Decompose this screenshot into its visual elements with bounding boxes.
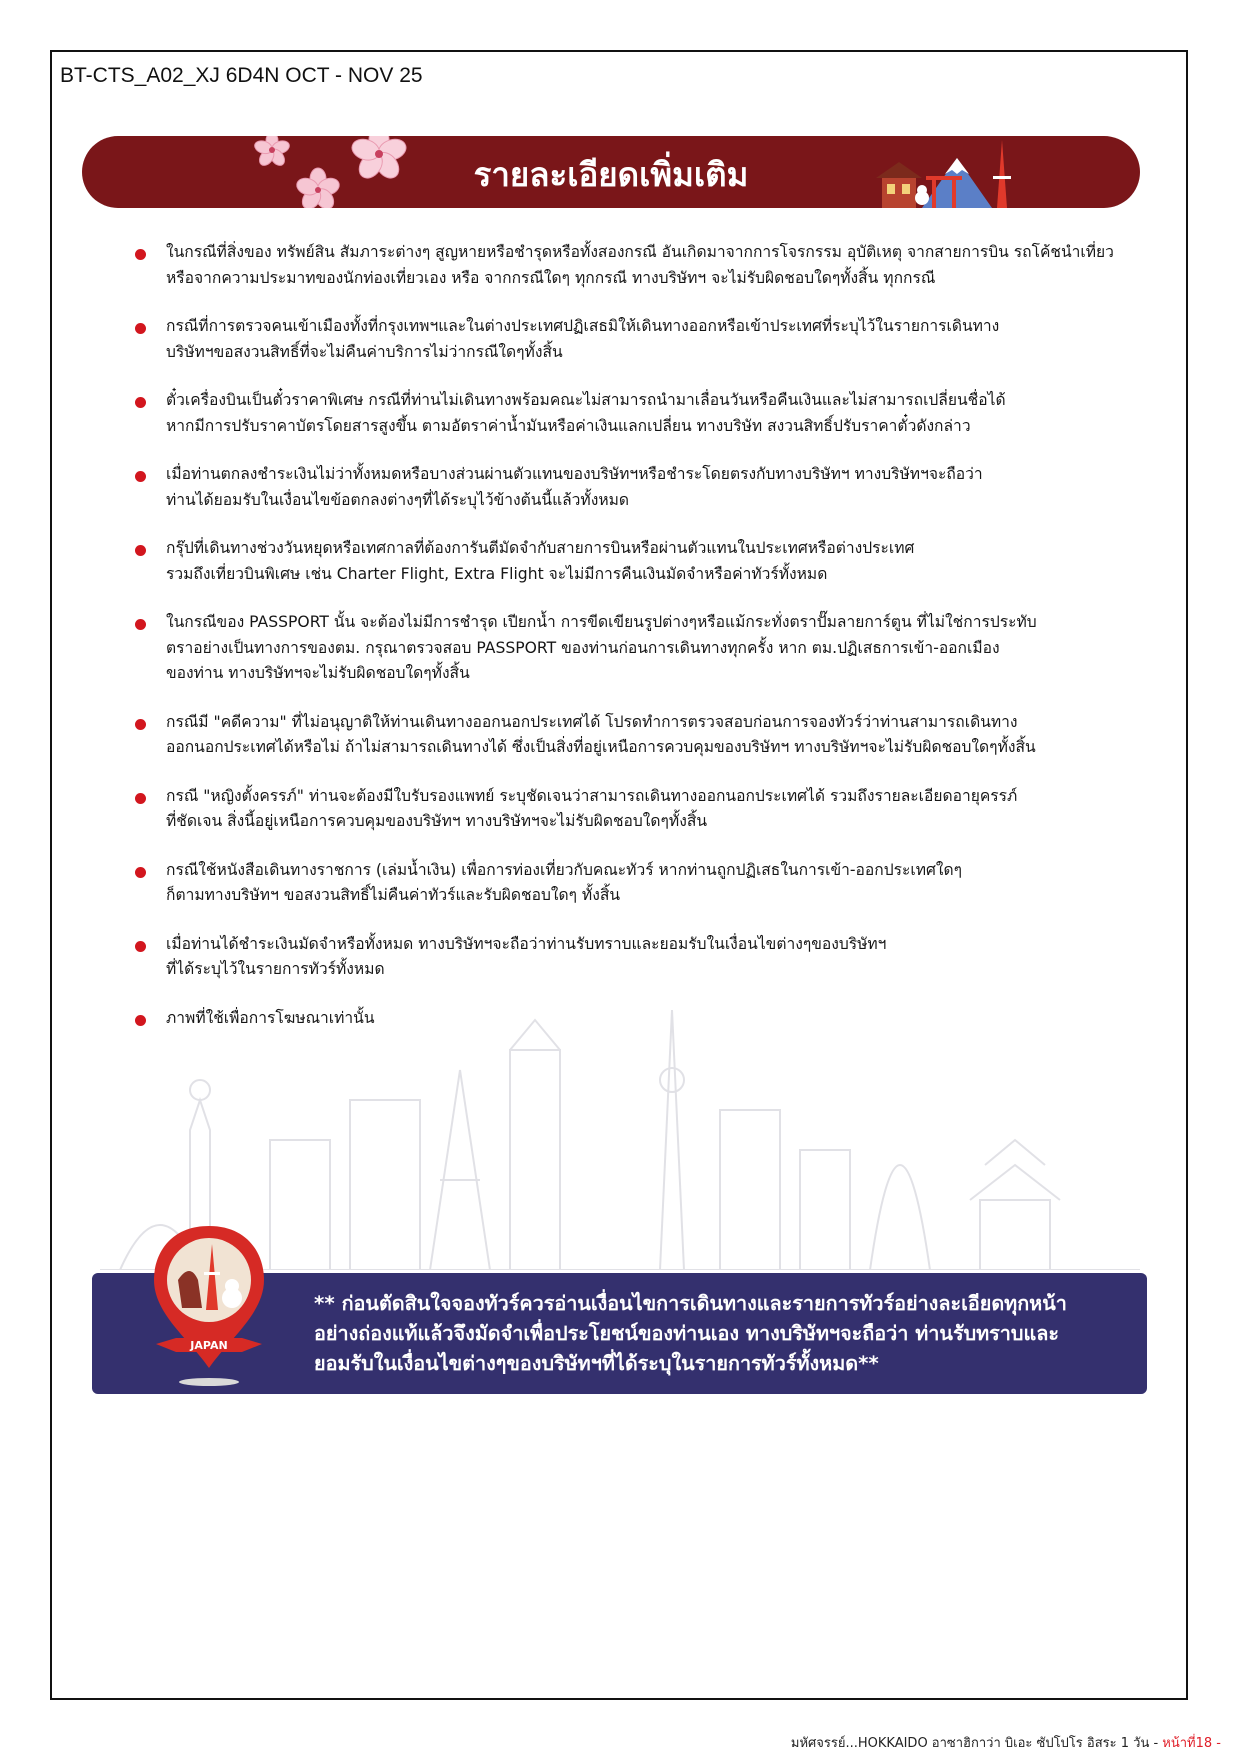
- term-text: กรณีที่การตรวจคนเข้าเมืองทั้งที่กรุงเทพฯและในต่างประเทศปฏิเสธมิให้เดินทางออกหรือเข้าประเทศที่ระบุไว้ในรายการเดินทาง: [166, 317, 1000, 335]
- bullet-icon: [135, 793, 146, 804]
- bullet-icon: [135, 249, 146, 260]
- notice-line: ** ก่อนตัดสินใจจองทัวร์ควรอ่านเงื่อนไขการเดินทางและรายการทัวร์อย่างละเอียดทุกหน้า: [314, 1292, 1067, 1315]
- term-text: บริษัทฯขอสงวนสิทธิ์ที่จะไม่คืนค่าบริการไม่ว่ากรณีใดๆทั้งสิ้น: [166, 342, 563, 361]
- bullet-icon: [135, 545, 146, 556]
- list-item: [130, 240, 1170, 291]
- list-item: [130, 314, 1170, 365]
- list-item: [130, 610, 1170, 687]
- term-text: เมื่อท่านได้ชำระเงินมัดจำหรือทั้งหมด ทางบริษัทฯจะถือว่าท่านรับทราบและยอมรับในเงื่อนไขต่างๆของบริษัทฯ: [166, 934, 887, 953]
- term-text: ภาพที่ใช้เพื่อการโฆษณาเท่านั้น: [166, 1008, 375, 1027]
- bullet-icon: [135, 397, 146, 408]
- notice-text: [314, 1289, 1129, 1379]
- list-item: [130, 710, 1170, 761]
- bullet-icon: [135, 719, 146, 730]
- notice-line: อย่างถ่องแท้แล้วจึงมัดจำเพื่อประโยชน์ของท่านเอง ทางบริษัทฯจะถือว่า ท่านรับทราบและ: [314, 1322, 1059, 1345]
- list-item: [130, 462, 1170, 513]
- term-text: หากมีการปรับราคาบัตรโดยสารสูงขึ้น ตามอัตราค่าน้ำมันหรือค่าเงินแลกเปลี่ยน ทางบริษัท สงวนสิทธิ์ปรับราคาตั๋วดังกล่าว: [166, 416, 971, 435]
- term-text: รวมถึงเที่ยวบินพิเศษ เช่น Charter Flight, Extra Flight จะไม่มีการคืนเงินมัดจำหรือค่าทัวร์ทั้งหมด: [166, 564, 828, 583]
- japan-badge-label: JAPAN: [190, 1339, 228, 1352]
- list-item: [130, 388, 1170, 439]
- term-text: กรณีมี "คดีความ" ที่ไม่อนุญาติให้ท่านเดินทางออกนอกประเทศได้ โปรดทำการตรวจสอบก่อนการจองทัวร์ว่าท่านสามารถเดินทาง: [166, 712, 1018, 731]
- banner-title: รายละเอียดเพิ่มเติม: [473, 155, 749, 194]
- japan-landmarks-icon: [862, 136, 1022, 208]
- term-text: ในกรณีของ PASSPORT นั้น จะต้องไม่มีการชำรุด เปียกน้ำ การขีดเขียนรูปต่างๆหรือแม้กระทั่งตราปั๊มลายการ์ตูน ที่ไม่ใช่การประทับ: [166, 613, 1037, 631]
- bullet-icon: [135, 323, 146, 334]
- bullet-icon: [135, 471, 146, 482]
- term-text: ที่ชัดเจน สิ่งนี้อยู่เหนือการควบคุมของบริษัทฯ ทางบริษัทฯจะไม่รับผิดชอบใดๆทั้งสิ้น: [166, 812, 707, 830]
- term-text: ของท่าน ทางบริษัทฯจะไม่รับผิดชอบใดๆทั้งสิ้น: [166, 664, 470, 682]
- list-item: [130, 858, 1170, 909]
- footer-text: มหัศจรรย์...HOKKAIDO อาซาฮิกาว่า บิเอะ ซัปโปโร อิสระ 1 วัน -: [790, 1736, 1163, 1751]
- bullet-icon: [135, 941, 146, 952]
- term-text: ในกรณีที่สิ่งของ ทรัพย์สิน สัมภาระต่างๆ สูญหายหรือชำรุดหรือทั้งสองกรณี อันเกิดมาจากการโจรกรรม อุบัติเหตุ จากสายการบิน รถโค้ชนำเที่ยว: [166, 243, 1114, 261]
- term-text: ท่านได้ยอมรับในเงื่อนไขข้อตกลงต่างๆที่ได้ระบุไว้ข้างต้นนี้แล้วทั้งหมด: [166, 490, 630, 509]
- term-text: กรุ๊ปที่เดินทางช่วงวันหยุดหรือเทศกาลที่ต้องการันตีมัดจำกับสายการบินหรือผ่านตัวแทนในประเทศหรือต่างประเทศ: [166, 539, 915, 557]
- list-item: [130, 932, 1170, 983]
- terms-list: [130, 240, 1170, 1054]
- bullet-icon: [135, 619, 146, 630]
- term-text: หรือจากความประมาทของนักท่องเที่ยวเอง หรือ จากกรณีใดๆ ทุกกรณี ทางบริษัทฯ จะไม่รับผิดชอบใดๆทั้งสิ้น ทุกกรณี: [166, 268, 936, 287]
- bullet-icon: [135, 867, 146, 878]
- page-number: หน้าที่18 -: [1162, 1736, 1221, 1751]
- term-text: เมื่อท่านตกลงชำระเงินไม่ว่าทั้งหมดหรือบางส่วนผ่านตัวแทนของบริษัทฯหรือชำระโดยตรงกับทางบริษัทฯ ทางบริษัทฯจะถือว่า: [166, 465, 983, 483]
- term-text: ที่ได้ระบุไว้ในรายการทัวร์ทั้งหมด: [166, 960, 385, 978]
- list-item: [130, 536, 1170, 587]
- notice-line: ยอมรับในเงื่อนไขต่างๆของบริษัทฯที่ได้ระบุในรายการทัวร์ทั้งหมด**: [314, 1352, 879, 1375]
- term-text: ตั๋วเครื่องบินเป็นตั๋วราคาพิเศษ กรณีที่ท่านไม่เดินทางพร้อมคณะไม่สามารถนำมาเลื่อนวันหรือคืนเงินและไม่สามารถเปลี่ยนชื่อได้: [166, 391, 1006, 409]
- term-text: กรณี "หญิงตั้งครรภ์" ท่านจะต้องมีใบรับรองแพทย์ ระบุชัดเจนว่าสามารถเดินทางออกนอกประเทศได้ รวมถึงรายละเอียดอายุครรภ์: [166, 786, 1018, 805]
- list-item: [130, 784, 1170, 835]
- page-footer: [791, 1732, 1221, 1753]
- term-text: ออกนอกประเทศได้หรือไม่ ถ้าไม่สามารถเดินทางได้ ซึ่งเป็นสิ่งที่อยู่เหนือการควบคุมของบริษัทฯ ทางบริษัทฯจะไม่รับผิดชอบใดๆทั้งสิ้น: [166, 738, 1036, 756]
- document-code: BT-CTS_A02_XJ 6D4N OCT - NOV 25: [60, 64, 423, 87]
- term-text: ตราอย่างเป็นทางการของตม. กรุณาตรวจสอบ PASSPORT ของท่านก่อนการเดินทางทุกครั้ง หาก ตม.ปฏิเสธการเข้า-ออกเมือง: [166, 638, 1000, 657]
- term-text: ก็ตามทางบริษัทฯ ขอสงวนสิทธิ์ไม่คืนค่าทัวร์และรับผิดชอบใดๆ ทั้งสิ้น: [166, 886, 621, 904]
- title-banner: [82, 136, 1140, 208]
- term-text: กรณีใช้หนังสือเดินทางราชการ (เล่มน้ำเงิน) เพื่อการท่องเที่ยวกับคณะทัวร์ หากท่านถูกปฏิเสธในการเข้า-ออกประเทศใดๆ: [166, 860, 962, 879]
- japan-pin-icon: [150, 1218, 268, 1388]
